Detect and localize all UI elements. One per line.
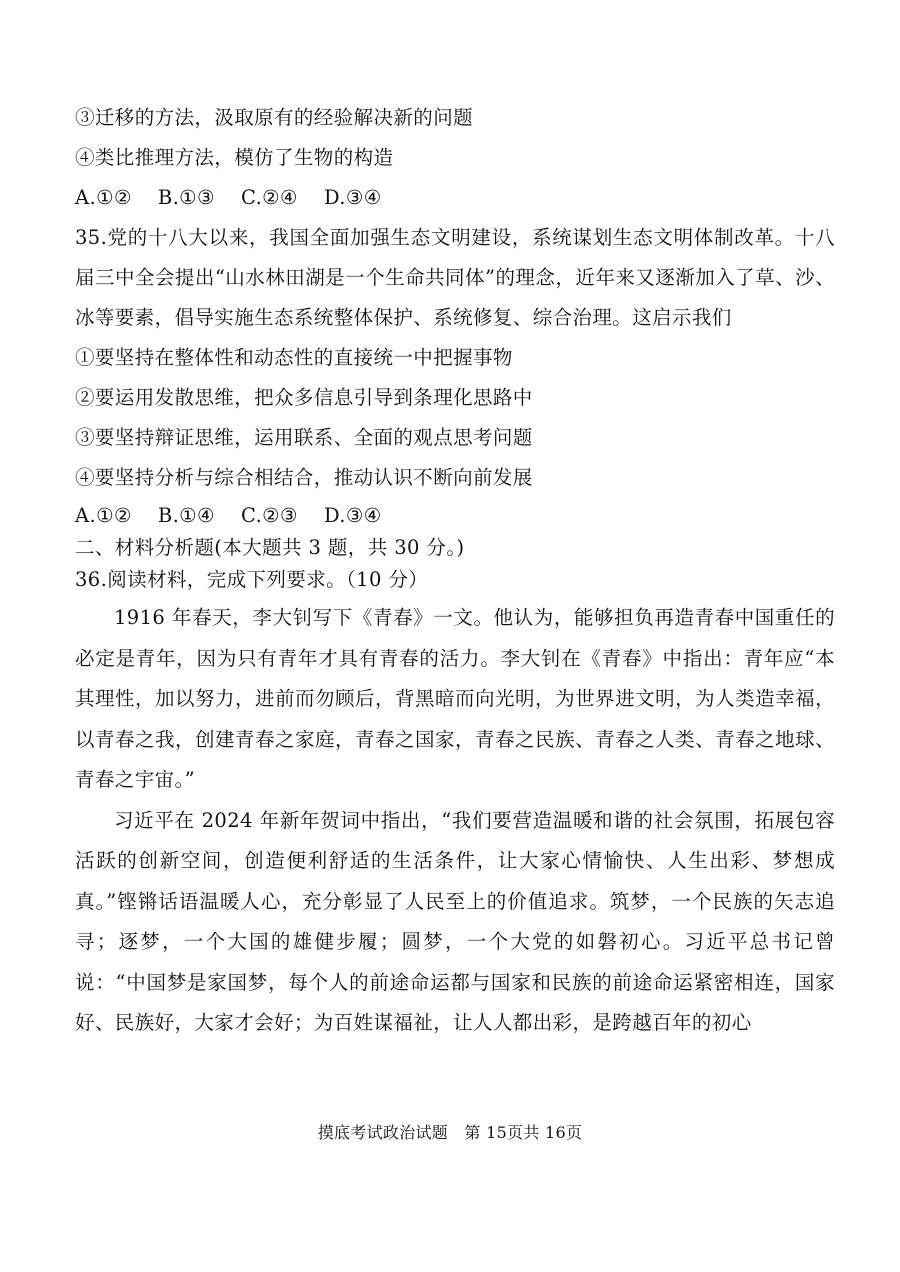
q34-option-a: A.①②	[75, 186, 132, 209]
q34-option-d: D.③④	[323, 186, 382, 209]
exam-page	[75, 98, 835, 1044]
q34-statement-3: ③迁移的方法，汲取原有的经验解决新的问题	[75, 106, 474, 129]
q34-statement-4: ④类比推理方法，模仿了生物的构造	[75, 146, 394, 169]
q34-option-c: C.②④	[240, 186, 298, 209]
q36-material-paragraph-1: 1916 年春天，李大钊写下《青春》一文。他认为，能够担负再造青春中国重任的必定是青年，因为只有青年才具有青春的活力。李大钊在《青春》中指出：青年应“本其理性，加以努力，进前而勿顾后，背黑暗而向光明，为世界进文明，为人类造幸福，以青春之我，创建青春之家庭，青春之国家，青春之民族、青春之人类、青春之地球、青春之宇宙。”	[75, 606, 835, 791]
q36-material-paragraph-2: 习近平在 2024 年新年贺词中指出，“我们要营造温暖和谐的社会氛围，拓展包容活跃的创新空间，创造便利舒适的生活条件，让大家心情愉快、人生出彩、梦想成真。”铿锵话语温暖人心，充分彰显了人民至上的价值追求。筑梦，一个民族的矢志追寻；逐梦，一个大国的雄健步履；圆梦，一个大党的如磐初心。习近平总书记曾说：“中国梦是家国梦，每个人的前途命运都与国家和民族的前途命运紧密相连，国家好、民族好，大家才会好；为百姓谋福祉，让人人都出彩，是跨越百年的初心	[75, 808, 835, 1034]
q34-options	[75, 178, 835, 218]
section-heading: 二、材料分析题(本大题共 3 题，共 30 分。)	[75, 536, 465, 559]
q34-option-b: B.①③	[157, 186, 215, 209]
q35-statement-2: ②要运用发散思维，把众多信息引导到条理化思路中	[75, 386, 533, 409]
q35-statement-4: ④要坚持分析与综合相结合，推动认识不断向前发展	[75, 466, 533, 489]
q35-stem: 35.党的十八大以来，我国全面加强生态文明建设，系统谋划生态文明体制改革。十八届三中全会提出“山水林田湖是一个生命共同体”的理念，近年来又逐渐加入了草、沙、冰等要素，倡导实施生态系统整体保护、系统修复、综合治理。这启示我们	[75, 226, 835, 329]
page-footer: 摸底考试政治试题 第 15页共 16页	[317, 1123, 583, 1142]
q35-option-d: D.③④	[323, 504, 382, 527]
q36-stem: 36.阅读材料，完成下列要求。（10 分）	[75, 568, 429, 591]
q35-option-c: C.②③	[240, 504, 298, 527]
q35-options	[75, 502, 835, 530]
q35-statement-3: ③要坚持辩证思维，运用联系、全面的观点思考问题	[75, 426, 533, 449]
q35-statement-1: ①要坚持在整体性和动态性的直接统一中把握事物	[75, 346, 513, 369]
q35-option-a: A.①②	[75, 504, 132, 527]
q35-option-b: B.①④	[157, 504, 215, 527]
